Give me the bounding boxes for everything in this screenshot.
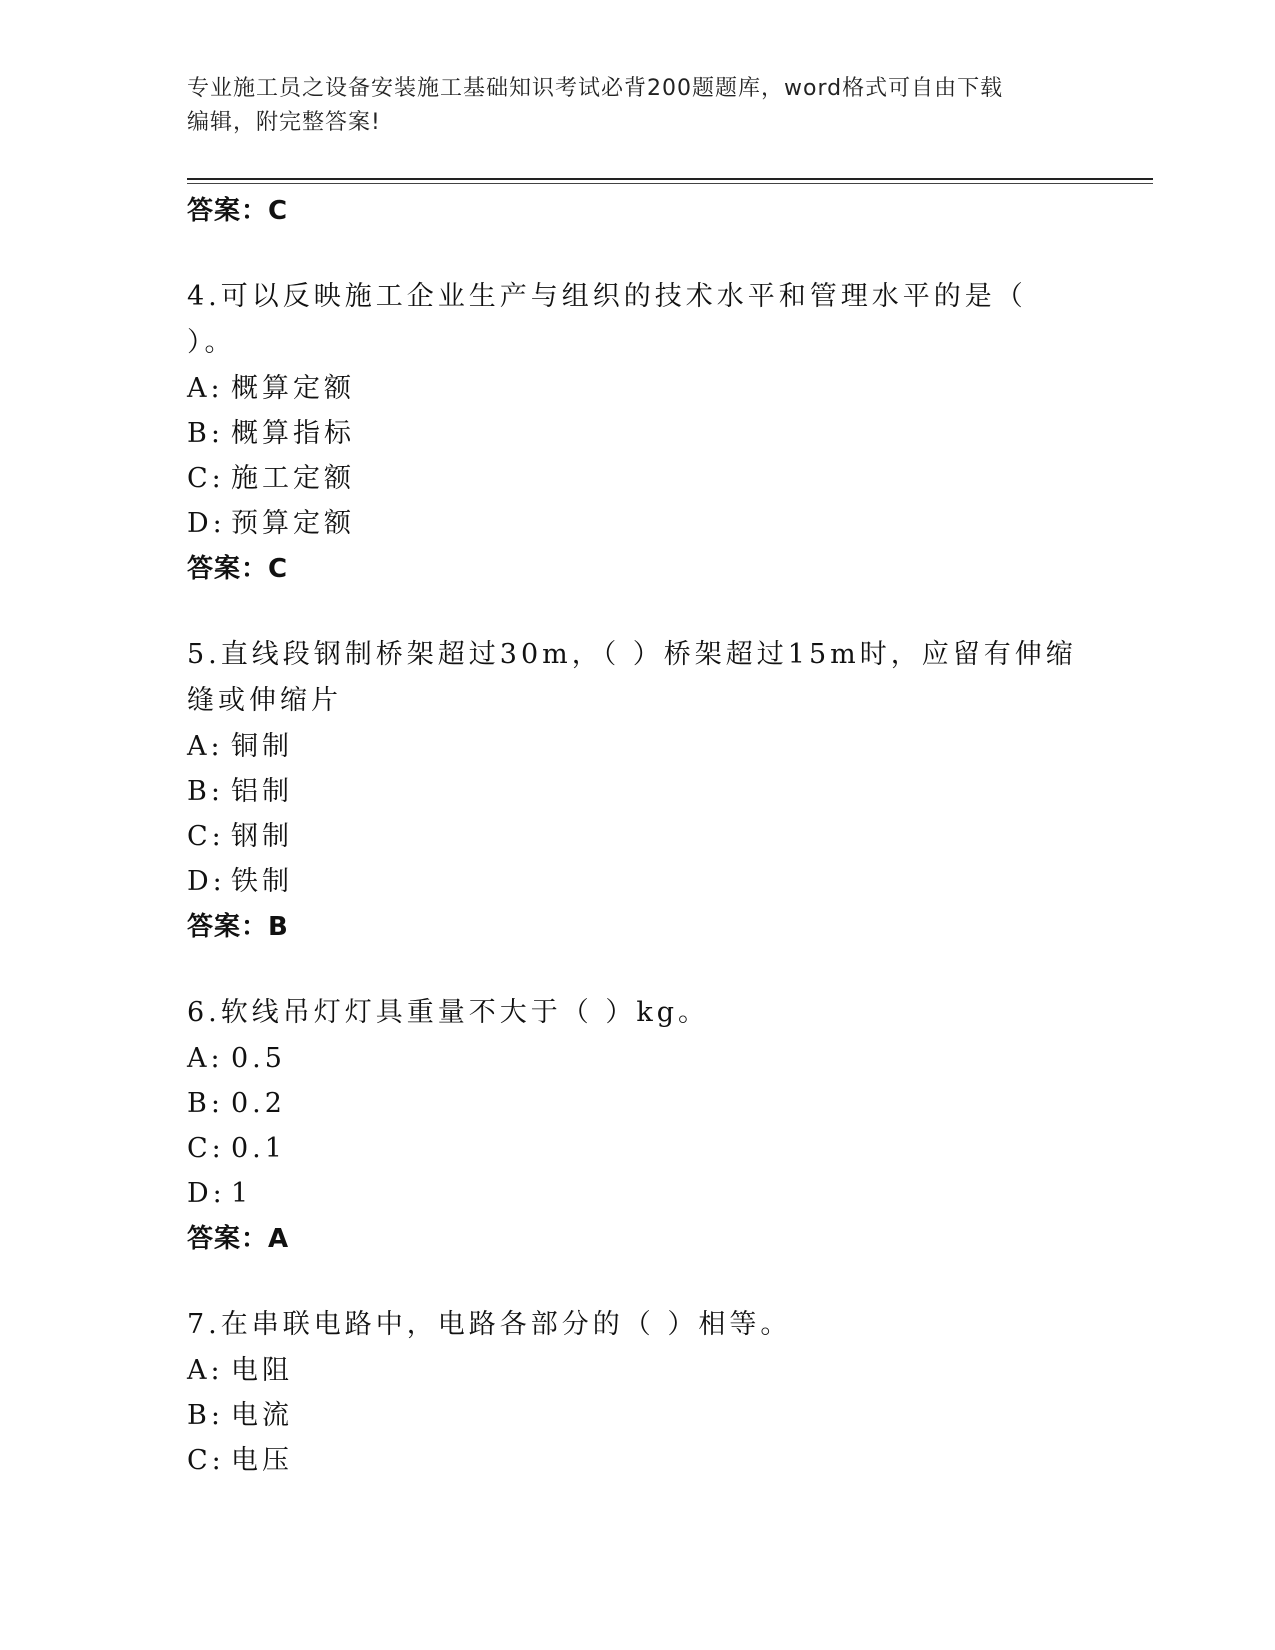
answer-line: 答案：C	[187, 554, 289, 584]
option-d	[187, 501, 1087, 546]
option-text: 施工定额	[231, 463, 355, 494]
question-4	[187, 274, 1087, 592]
question-6	[187, 990, 1087, 1262]
option-c	[187, 1126, 1087, 1171]
answer-line: 答案：B	[187, 912, 289, 942]
option-letter: D:	[187, 1178, 226, 1209]
option-d	[187, 1171, 1087, 1216]
option-a	[187, 724, 1087, 769]
option-text: 钢制	[231, 821, 293, 852]
option-a	[187, 366, 1087, 411]
option-d	[187, 859, 1087, 904]
answer-line: 答案：C	[187, 196, 289, 226]
option-text: 铝制	[231, 776, 293, 807]
option-letter: B:	[187, 776, 224, 807]
option-text: 0.1	[231, 1133, 286, 1164]
option-letter: C:	[187, 1445, 225, 1476]
option-text: 概算指标	[231, 418, 355, 449]
option-c	[187, 1438, 1087, 1483]
option-letter: A:	[187, 373, 224, 404]
header-rule-thick	[187, 178, 1153, 180]
answer-line: 答案：A	[187, 1224, 290, 1254]
option-text: 电压	[231, 1445, 293, 1476]
option-letter: C:	[187, 463, 225, 494]
option-letter: D:	[187, 866, 226, 897]
question-stem: 5.直线段钢制桥架超过30m，（ ）桥架超过15m时，应留有伸缩缝或伸缩片	[187, 639, 1077, 716]
option-letter: D:	[187, 508, 226, 539]
option-text: 概算定额	[231, 373, 355, 404]
option-text: 电流	[231, 1400, 293, 1431]
header-line-1: 专业施工员之设备安装施工基础知识考试必背200题题库，word格式可自由下载	[187, 76, 1004, 101]
option-text: 1	[231, 1178, 253, 1209]
option-text: 电阻	[231, 1355, 293, 1386]
option-a	[187, 1036, 1087, 1081]
header-rule-thin	[187, 183, 1153, 184]
option-b	[187, 769, 1087, 814]
option-c	[187, 456, 1087, 501]
question-stem: 7.在串联电路中，电路各部分的（ ）相等。	[187, 1309, 792, 1340]
option-letter: C:	[187, 1133, 225, 1164]
option-text: 铁制	[231, 866, 293, 897]
option-b	[187, 1081, 1087, 1126]
option-c	[187, 814, 1087, 859]
option-text: 预算定额	[231, 508, 355, 539]
question-stem: 4.可以反映施工企业生产与组织的技术水平和管理水平的是（ ）。	[187, 281, 1027, 358]
option-letter: B:	[187, 1400, 224, 1431]
option-a	[187, 1348, 1087, 1393]
option-letter: A:	[187, 731, 224, 762]
option-b	[187, 411, 1087, 456]
option-letter: B:	[187, 1088, 224, 1119]
question-5	[187, 632, 1087, 950]
document-body	[187, 188, 1087, 1483]
option-text: 0.2	[231, 1088, 286, 1119]
option-text: 铜制	[231, 731, 293, 762]
option-text: 0.5	[231, 1043, 286, 1074]
question-stem: 6.软线吊灯灯具重量不大于（ ）kg。	[187, 997, 709, 1028]
option-letter: B:	[187, 418, 224, 449]
question-7	[187, 1302, 1087, 1483]
option-letter: A:	[187, 1043, 224, 1074]
option-b	[187, 1393, 1087, 1438]
option-letter: C:	[187, 821, 225, 852]
header-line-2: 编辑，附完整答案!	[187, 110, 381, 135]
document-header	[187, 72, 1067, 140]
option-letter: A:	[187, 1355, 224, 1386]
